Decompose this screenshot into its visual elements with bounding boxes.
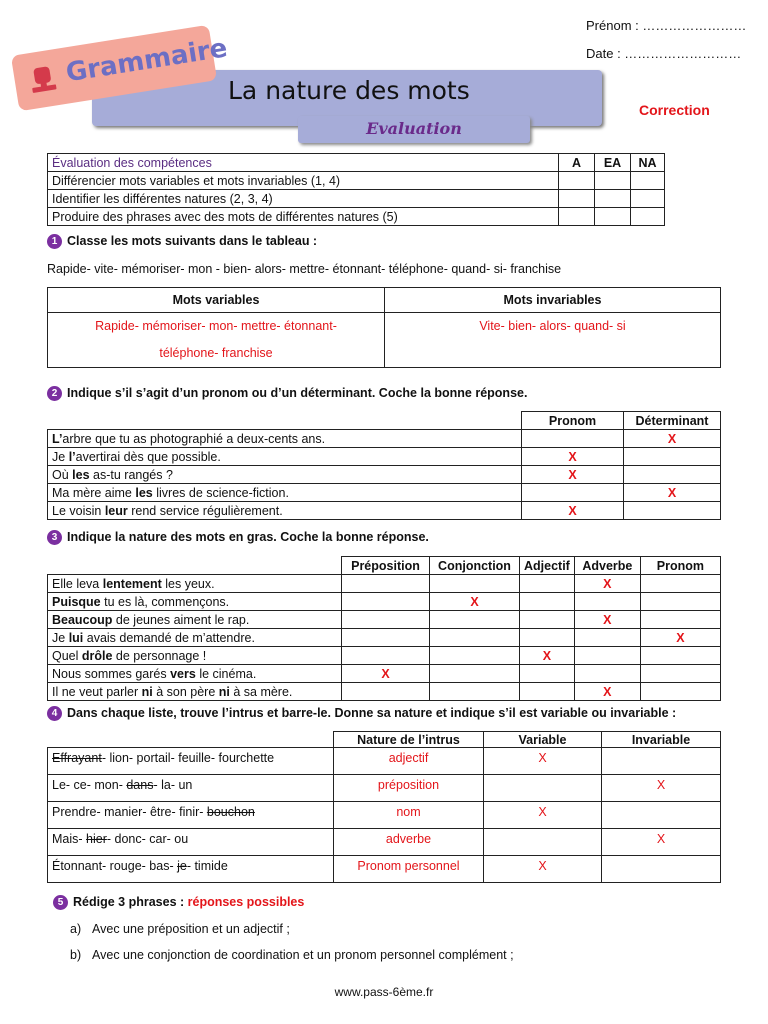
col-determinant: Déterminant xyxy=(624,412,721,430)
sentence-text: Il ne veut parler xyxy=(52,684,142,699)
checkbox-cell[interactable] xyxy=(342,611,430,629)
word-list-text: Étonnant- rouge- bas- xyxy=(52,859,178,873)
q5-item xyxy=(70,922,290,936)
word-list-text: - la- un xyxy=(153,778,193,792)
cell[interactable] xyxy=(595,190,631,208)
checkbox-cell[interactable] xyxy=(342,629,430,647)
table-row xyxy=(48,502,721,520)
table-row xyxy=(48,748,721,775)
page-title: La nature des mots xyxy=(228,76,470,105)
answer-variables[interactable] xyxy=(48,313,385,368)
q3-table xyxy=(47,556,721,701)
sentence-cell xyxy=(48,430,522,448)
checkbox-cell[interactable] xyxy=(640,593,720,611)
intrus-word: hier xyxy=(86,832,107,846)
q5-number: 5 xyxy=(53,895,68,910)
sentence-text: livres de science-fiction. xyxy=(152,485,289,500)
prenom-field: Prénom : …………………… xyxy=(586,18,747,33)
word-list-text: Prendre- manier- être- finir- xyxy=(52,805,207,819)
check-mark: X xyxy=(667,485,677,500)
sentence-cell xyxy=(48,683,342,701)
sentence-text: à sa mère. xyxy=(229,684,293,699)
intrus-word: dans xyxy=(126,778,154,792)
sentence-text: de jeunes aiment le rap. xyxy=(112,612,250,627)
col-mots-invariables: Mots invariables xyxy=(385,288,721,313)
col-invariable: Invariable xyxy=(602,732,721,748)
q1-title xyxy=(47,234,317,249)
checkbox-cell[interactable] xyxy=(522,430,624,448)
q5-title xyxy=(53,895,304,910)
check-mark: X xyxy=(538,805,547,819)
date-field: Date : ……………………… xyxy=(586,46,742,61)
q2-title-text: Indique s’il s’agit d’un pronom ou d’un déterminant. Coche la bonne réponse. xyxy=(67,386,528,400)
badge-label: Grammaire xyxy=(63,33,230,89)
checkbox-cell[interactable] xyxy=(522,502,624,520)
target-word: ni xyxy=(218,684,230,699)
nature-cell[interactable]: adjectif xyxy=(334,748,484,775)
cell[interactable] xyxy=(559,172,595,190)
checkbox-cell[interactable] xyxy=(602,802,721,829)
checkbox-cell[interactable] xyxy=(520,647,575,665)
check-mark: X xyxy=(656,778,666,792)
check-mark: X xyxy=(603,684,612,699)
checkbox-cell[interactable] xyxy=(484,748,602,775)
checkbox-cell[interactable] xyxy=(640,575,720,593)
sentence-text: Je xyxy=(52,449,69,464)
checkbox-cell[interactable] xyxy=(602,748,721,775)
checkbox-cell[interactable] xyxy=(520,611,575,629)
q4-number: 4 xyxy=(47,706,62,721)
checkbox-cell[interactable] xyxy=(520,629,575,647)
intrus-word: Effrayant xyxy=(52,751,102,765)
q5-item-text: Avec une préposition et un adjectif ; xyxy=(92,922,290,936)
checkbox-cell[interactable] xyxy=(430,647,520,665)
answer-variables-line: Rapide- mémoriser- mon- mettre- étonnant- xyxy=(95,319,337,333)
q5-title-text: Rédige 3 phrases : xyxy=(73,895,188,909)
checkbox-cell[interactable] xyxy=(520,575,575,593)
q5-title-red: réponses possibles xyxy=(187,895,305,909)
check-mark: X xyxy=(603,576,612,591)
sentence-cell xyxy=(48,665,342,683)
target-word: l’ xyxy=(68,449,76,464)
stamp-icon xyxy=(27,61,59,95)
target-word: les xyxy=(135,485,153,500)
col-variable: Variable xyxy=(484,732,602,748)
sentence-text: as-tu rangés ? xyxy=(89,467,173,482)
checkbox-cell[interactable] xyxy=(342,647,430,665)
checkbox-cell[interactable] xyxy=(640,647,720,665)
check-mark: X xyxy=(656,832,666,846)
target-word: drôle xyxy=(81,648,113,663)
table-row xyxy=(48,448,721,466)
checkbox-cell[interactable] xyxy=(522,448,624,466)
q3-title-text: Indique la nature des mots en gras. Coche la bonne réponse. xyxy=(67,530,429,544)
q1-words: Rapide- vite- mémoriser- mon - bien- alors- mettre- étonnant- téléphone- quand- si- franchise xyxy=(47,262,562,276)
footer-url[interactable]: www.pass-6ème.fr xyxy=(334,985,434,999)
target-word: Puisque xyxy=(52,594,101,609)
check-mark: X xyxy=(538,751,547,765)
target-word: vers xyxy=(170,666,196,681)
col-conjonction: Conjonction xyxy=(430,557,520,575)
checkbox-cell[interactable] xyxy=(574,629,640,647)
table-row xyxy=(48,856,721,883)
table-row xyxy=(48,802,721,829)
q3-title xyxy=(47,530,429,545)
table-row xyxy=(48,593,721,611)
checkbox-cell[interactable] xyxy=(342,593,430,611)
sentence-text: arbre que tu as photographié a deux-cents ans. xyxy=(62,431,326,446)
col-adjectif: Adjectif xyxy=(520,557,575,575)
col-nature: Nature de l’intrus xyxy=(334,732,484,748)
check-mark: X xyxy=(381,666,390,681)
col-na: NA xyxy=(631,154,665,172)
q5-item-label: b) xyxy=(70,948,82,962)
target-word: les xyxy=(72,467,90,482)
checkbox-cell[interactable] xyxy=(522,484,624,502)
cell[interactable] xyxy=(631,190,665,208)
sentence-text: Le voisin xyxy=(52,503,105,518)
target-word: leur xyxy=(104,503,128,518)
checkbox-cell[interactable] xyxy=(520,683,575,701)
check-mark: X xyxy=(568,503,577,518)
checkbox-cell[interactable] xyxy=(520,665,575,683)
checkbox-cell[interactable] xyxy=(624,484,721,502)
table-row xyxy=(48,683,721,701)
q4-table xyxy=(47,731,721,883)
word-list-text: - lion- portail- feuille- fourchette xyxy=(101,751,275,765)
sentence-cell xyxy=(48,629,342,647)
sentence-cell xyxy=(48,611,342,629)
check-mark: X xyxy=(538,859,547,873)
checkbox-cell[interactable] xyxy=(574,593,640,611)
correction-label: Correction xyxy=(639,102,710,118)
checkbox-cell[interactable] xyxy=(602,775,721,802)
q5-item-label: a) xyxy=(70,922,82,936)
answer-variables-line: téléphone- franchise xyxy=(159,346,273,360)
empty-cell xyxy=(48,557,342,575)
competences-header: Évaluation des compétences xyxy=(48,154,559,172)
checkbox-cell[interactable] xyxy=(574,611,640,629)
table-row xyxy=(48,647,721,665)
checkbox-cell[interactable] xyxy=(484,829,602,856)
cell[interactable] xyxy=(559,190,595,208)
sentence-text: les yeux. xyxy=(161,576,215,591)
cell[interactable] xyxy=(631,208,665,226)
cell[interactable] xyxy=(631,172,665,190)
col-mots-variables: Mots variables xyxy=(48,288,385,313)
checkbox-cell[interactable] xyxy=(640,629,720,647)
checkbox-cell[interactable] xyxy=(484,802,602,829)
checkbox-cell[interactable] xyxy=(522,466,624,484)
sentence-text: Elle leva xyxy=(52,576,103,591)
checkbox-cell[interactable] xyxy=(640,683,720,701)
q3-number: 3 xyxy=(47,530,62,545)
nature-cell[interactable]: adverbe xyxy=(334,829,484,856)
check-mark: X xyxy=(603,612,612,627)
cell[interactable] xyxy=(559,208,595,226)
target-word: lentement xyxy=(102,576,162,591)
checkbox-cell[interactable] xyxy=(624,466,721,484)
check-mark: X xyxy=(542,648,552,663)
target-word: ni xyxy=(141,684,153,699)
sentence-text: tu es là, commençons. xyxy=(100,594,230,609)
checkbox-cell[interactable] xyxy=(430,683,520,701)
q1-title-text: Classe les mots suivants dans le tableau : xyxy=(67,234,318,248)
cell[interactable] xyxy=(595,172,631,190)
table-row xyxy=(48,484,721,502)
checkbox-cell[interactable] xyxy=(624,502,721,520)
sentence-cell xyxy=(48,502,522,520)
competence-row: Produire des phrases avec des mots de différentes natures (5) xyxy=(48,208,559,226)
competence-row: Identifier les différentes natures (2, 3, 4) xyxy=(48,190,559,208)
word-list-text: - timide xyxy=(186,859,228,873)
checkbox-cell[interactable] xyxy=(574,575,640,593)
table-row xyxy=(48,466,721,484)
sentence-text: de personnage ! xyxy=(112,648,207,663)
word-list-text: - donc- car- ou xyxy=(106,832,189,846)
q2-title xyxy=(47,386,527,401)
empty-cell xyxy=(48,412,522,430)
table-row xyxy=(48,611,721,629)
checkbox-cell[interactable] xyxy=(484,775,602,802)
competences-table xyxy=(47,153,665,226)
check-mark: X xyxy=(470,594,479,609)
col-pronom: Pronom xyxy=(640,557,720,575)
col-adverbe: Adverbe xyxy=(574,557,640,575)
sentence-cell xyxy=(48,593,342,611)
sentence-text: Ma mère aime xyxy=(52,485,136,500)
word-list-text: Le- ce- mon- xyxy=(52,778,127,792)
col-preposition: Préposition xyxy=(342,557,430,575)
word-list-cell xyxy=(48,802,334,829)
target-word: Beaucoup xyxy=(52,612,113,627)
table-row xyxy=(48,665,721,683)
answer-invariables[interactable]: Vite- bien- alors- quand- si xyxy=(385,313,721,368)
checkbox-cell[interactable] xyxy=(624,448,721,466)
checkbox-cell[interactable] xyxy=(602,856,721,883)
word-list-cell xyxy=(48,829,334,856)
check-mark: X xyxy=(568,449,577,464)
word-list-text: Mais- xyxy=(52,832,87,846)
sentence-cell xyxy=(48,448,522,466)
target-word: lui xyxy=(68,630,84,645)
table-row xyxy=(48,430,721,448)
check-mark: X xyxy=(667,431,677,446)
col-pronom: Pronom xyxy=(522,412,624,430)
sentence-cell xyxy=(48,647,342,665)
checkbox-cell[interactable] xyxy=(520,593,575,611)
table-row xyxy=(48,575,721,593)
sentence-text: avertirai dès que possible. xyxy=(75,449,221,464)
word-list-cell xyxy=(48,775,334,802)
checkbox-cell[interactable] xyxy=(640,611,720,629)
word-list-cell xyxy=(48,856,334,883)
table-row xyxy=(48,829,721,856)
intrus-word: je xyxy=(177,859,187,873)
sentence-text: Quel xyxy=(52,648,82,663)
sentence-cell xyxy=(48,484,522,502)
checkbox-cell[interactable] xyxy=(430,629,520,647)
col-ea: EA xyxy=(595,154,631,172)
checkbox-cell[interactable] xyxy=(640,665,720,683)
checkbox-cell[interactable] xyxy=(342,665,430,683)
word-list-cell xyxy=(48,748,334,775)
q2-number: 2 xyxy=(47,386,62,401)
q5-item-text: Avec une conjonction de coordination et un pronom personnel complément ; xyxy=(92,948,514,962)
table-row xyxy=(48,775,721,802)
checkbox-cell[interactable] xyxy=(430,665,520,683)
sentence-text: rend service régulièrement. xyxy=(127,503,283,518)
q4-title xyxy=(47,706,676,721)
nature-cell[interactable]: nom xyxy=(334,802,484,829)
checkbox-cell[interactable] xyxy=(342,575,430,593)
empty-cell xyxy=(48,732,334,748)
target-word: L’ xyxy=(52,431,63,446)
sentence-text: le cinéma. xyxy=(195,666,257,681)
sentence-text: avais demandé de m’attendre. xyxy=(83,630,255,645)
q1-table xyxy=(47,287,721,368)
checkbox-cell[interactable] xyxy=(624,430,721,448)
col-a: A xyxy=(559,154,595,172)
checkbox-cell[interactable] xyxy=(430,575,520,593)
sentence-text: Je xyxy=(52,630,69,645)
sentence-cell xyxy=(48,575,342,593)
checkbox-cell[interactable] xyxy=(484,856,602,883)
nature-cell[interactable]: Pronom personnel xyxy=(334,856,484,883)
checkbox-cell[interactable] xyxy=(602,829,721,856)
checkbox-cell[interactable] xyxy=(574,683,640,701)
checkbox-cell[interactable] xyxy=(574,647,640,665)
checkbox-cell[interactable] xyxy=(574,665,640,683)
sentence-text: à son père xyxy=(152,684,219,699)
checkbox-cell[interactable] xyxy=(342,683,430,701)
cell[interactable] xyxy=(595,208,631,226)
q2-table xyxy=(47,411,721,520)
sentence-text: Nous sommes garés xyxy=(52,666,171,681)
q4-title-text: Dans chaque liste, trouve l’intrus et barre-le. Donne sa nature et indique s’il est variable ou invariable : xyxy=(67,706,677,720)
competence-row: Différencier mots variables et mots invariables (1, 4) xyxy=(48,172,559,190)
checkbox-cell[interactable] xyxy=(430,611,520,629)
q1-number: 1 xyxy=(47,234,62,249)
sentence-text: Où xyxy=(52,467,73,482)
checkbox-cell[interactable] xyxy=(430,593,520,611)
table-row xyxy=(48,629,721,647)
sentence-cell xyxy=(48,466,522,484)
check-mark: X xyxy=(676,630,685,645)
q5-item xyxy=(70,948,514,962)
check-mark: X xyxy=(568,467,577,482)
intrus-word: bouchon xyxy=(206,805,255,819)
subtitle: Evaluation xyxy=(366,119,462,138)
nature-cell[interactable]: préposition xyxy=(334,775,484,802)
